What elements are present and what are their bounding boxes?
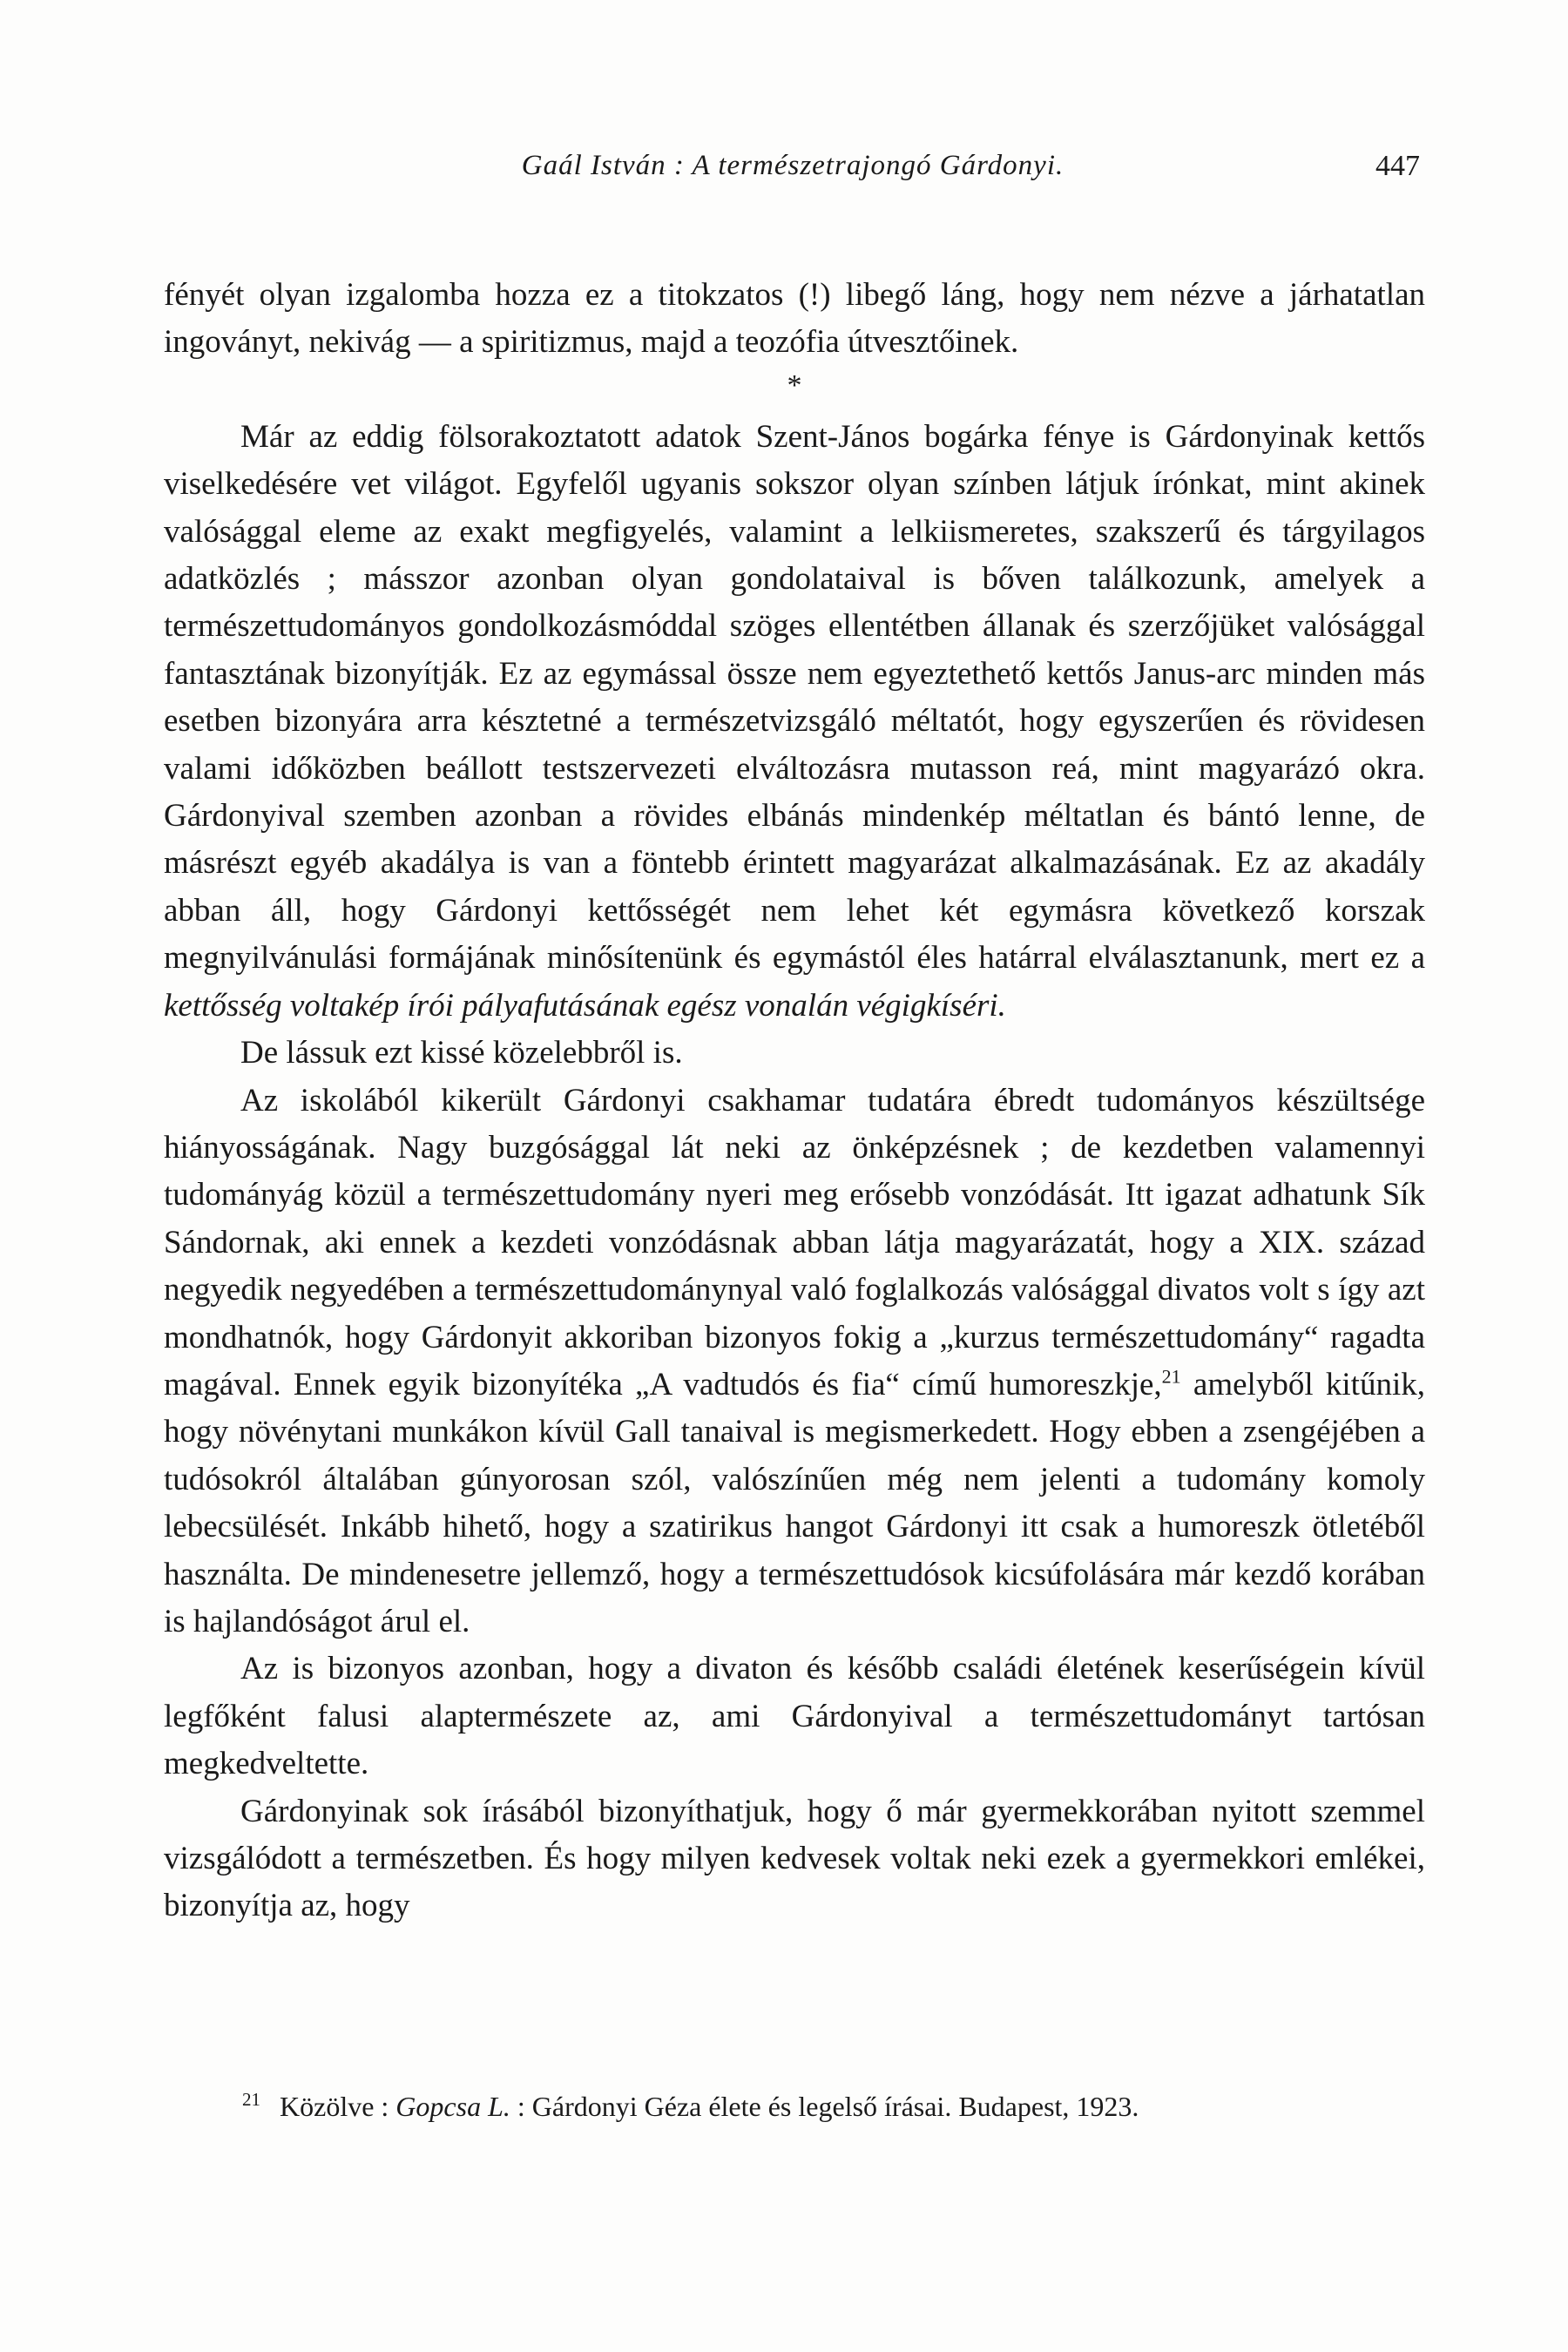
page-number: 447: [1375, 150, 1420, 182]
paragraph-4-text-a: Az iskolából kikerült Gárdonyi csakhamar tudatára ébredt tudományos készültsége hiányosságának. Nagy buzgósággal lát neki az önképzésnek ; de kezdetben valamennyi tudományág közül a természettudomány nyeri meg erősebb vonzódását. Itt igazat adhatunk Sík Sándornak, aki ennek a kezdeti vonzódásnak abban látja magyarázatát, hogy a XIX. század negyedik negyedében a természettudománynyal való foglalkozás valósággal divatos volt s így azt mondhatnók, hogy Gárdonyit akkoriban bizonyos fokig a „kurzus természettudomány“ ragadta magával. Ennek egyik bizonyítéka „A vadtudós és fia“ című humoreszkje,: [164, 1082, 1425, 1402]
paragraph-4: [164, 1078, 1425, 1646]
paragraph-3: De lássuk ezt kissé közelebbről is.: [240, 1035, 683, 1071]
paragraph-5: Az is bizonyos azonban, hogy a divaton és később családi életének keserűségein kívül legfőként falusi alaptermészete az, ami Gárdonyival a természettudományt tartósan megkedveltette.: [164, 1651, 1425, 1782]
footnote-reference[interactable]: 21: [1161, 1365, 1181, 1388]
section-divider: *: [787, 368, 802, 402]
paragraph-6: Gárdonyinak sok írásából bizonyíthatjuk, hogy ő már gyermekkorában nyitott szemmel vizsgálódott a természetben. És hogy milyen kedvesek voltak neki ezek a gyermekkori emlékei, bizonyítja az, hogy: [164, 1793, 1425, 1924]
paragraph-2-italic: kettősség voltakép írói pályafutásának egész vonalán végigkíséri.: [164, 987, 1006, 1024]
body-text: [164, 272, 1425, 1930]
paragraph-2-text: Már az eddig fölsorakoztatott adatok Szent-János bogárka fénye is Gárdonyinak kettős viselkedésére vet világot. Egyfelől ugyanis sokszor olyan színben látjuk írónkat, mint akinek valósággal eleme az exakt megfigyelés, valamint a lelkiismeretes, szakszerű és tárgyilagos adatközlés ; másszor azonban olyan gondolataival is bőven találkozunk, amelyek a természettudományos gondolkozásmóddal szöges ellentétben állanak és szerzőjüket valósággal fantasztának bizonyítják. Ez az egymással össze nem egyeztethető kettős Janus-arc minden más esetben bizonyára arra késztetné a természetvizsgáló méltatót, hogy egyszerűen és rövidesen valami időközben beállott testszervezeti elváltozásra mutasson reá, mint magyarázó okra. Gárdonyival szemben azonban a rövides elbánás mindenkép méltatlan és bántó lenne, de másrészt egyéb akadálya is van a föntebb érintett magyarázat alkalmazásának. Ez az akadály abban áll, hogy Gárdonyi kettősségét nem lehet két egymásra következő korszak megnyilvánulási formájának minősítenünk és egymástól éles határral elválasztanunk, mert ez a: [164, 418, 1425, 977]
paragraph-4-text-b: amelyből kitűnik, hogy növénytani munkákon kívül Gall tanaival is megismerkedett. Hogy ebben a zsengéjében a tudósokról általában gúnyorosan szól, valószínűen még nem jelenti a tudomány komoly lebecsülését. Inkább hihető, hogy a szatirikus hangot Gárdonyi itt csak a humoreszk ötletéből használta. De mindenesetre jellemző, hogy a természettudósok kicsúfolására már kezdő korában is hajlandóságot árul el.: [164, 1366, 1425, 1639]
page-header: [166, 150, 1420, 193]
footnote: [242, 2087, 1444, 2126]
footnote-text: : Gárdonyi Géza élete és legelső írásai. Budapest, 1923.: [510, 2091, 1139, 2122]
footnote-prefix: Közölve :: [280, 2091, 396, 2122]
running-head: Gaál István : A természetrajongó Gárdonyi.: [521, 150, 1064, 181]
footnote-mark: 21: [242, 2089, 260, 2111]
footnote-author: Gopcsa L.: [395, 2091, 510, 2122]
paragraph-1: fényét olyan izgalomba hozza ez a titokzatos (!) libegő láng, hogy nem nézve a járhatatlan ingoványt, nekivág — a spiritizmus, majd a teozófia útvesztőinek.: [164, 277, 1425, 361]
paragraph-2: [164, 414, 1425, 1030]
